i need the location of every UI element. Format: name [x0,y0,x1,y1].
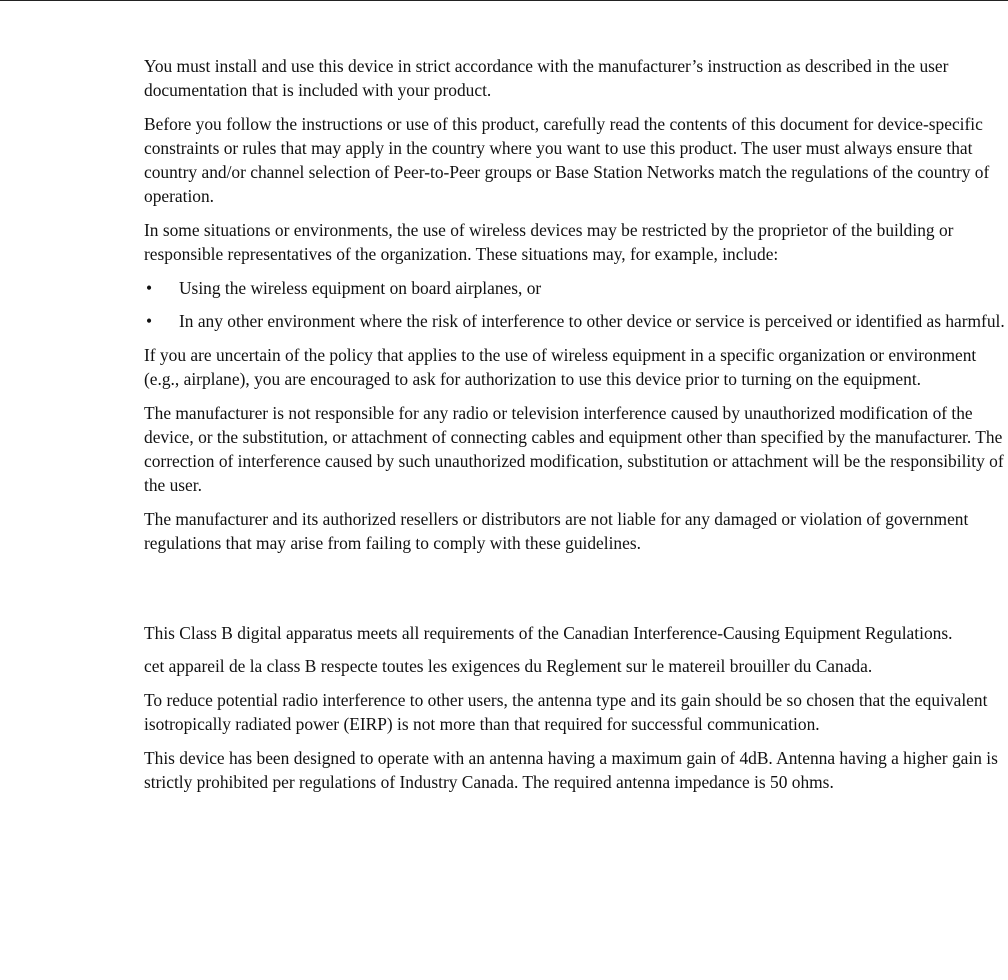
canada-compliance-section [144,621,1008,794]
section-spacer [144,565,1008,621]
restricted-use-paragraph: In some situations or environments, the use of wireless devices may be restricted by the proprietor of the building or responsible representatives of the organization. These situations may, for example, include: [144,220,954,265]
list-item: • In any other environment where the risk of interference to other device or service is perceived or identified as harmful. [144,309,1008,333]
install-instructions-paragraph: You must install and use this device in strict accordance with the manufacturer’s instruction as described in the user documentation that is included with your product. [144,56,949,101]
document-body [144,54,1008,804]
class-b-french-paragraph: cet appareil de la class B respecte toutes les exigences du Reglement sur le matereil brouiller du Canada. [144,656,873,677]
usage-guidelines-section [144,54,1008,555]
restricted-situations-list [144,276,1008,334]
class-b-english-paragraph: This Class B digital apparatus meets all requirements of the Canadian Interference-Causing Equipment Regulations. [144,622,953,643]
liability-paragraph: The manufacturer and its authorized resellers or distributors are not liable for any damaged or violation of government regulations that may arise from failing to comply with these guidelines. [144,508,969,554]
top-rule [0,0,1008,1]
list-item: • Using the wireless equipment on board airplanes, or [144,276,1008,300]
manufacturer-responsibility-paragraph: The manufacturer is not responsible for any radio or television interference caused by unauthorized modification of the device, or the substitution, or attachment of connecting cables and equipment other than specified by the manufacturer. The correction of interference caused by such unauthorized modification, substitution or attachment will be the responsibility of the user. [144,402,1004,496]
read-constraints-paragraph: Before you follow the instructions or use of this product, carefully read the contents of this document for device-specific constraints or rules that may apply in the country where you want to use this product. The user must always ensure that country and/or channel selection of Peer-to-Peer groups or Base Station Networks match the regulations of the country of operation. [144,113,990,207]
uncertain-policy-paragraph: If you are uncertain of the policy that applies to the use of wireless equipment in a specific organization or environment (e.g., airplane), you are encouraged to ask for authorization to use this device prior to turning on the equipment. [144,344,977,390]
antenna-gain-paragraph: This device has been designed to operate with an antenna having a maximum gain of 4dB. Antenna having a higher gain is strictly prohibited per regulations of Industry Canada. The required antenna impedance is 50 ohms. [144,747,998,792]
eirp-paragraph: To reduce potential radio interference to other users, the antenna type and its gain should be so chosen that the equivalent isotropically radiated power (EIRP) is not more than that required for successful communication. [144,689,988,735]
